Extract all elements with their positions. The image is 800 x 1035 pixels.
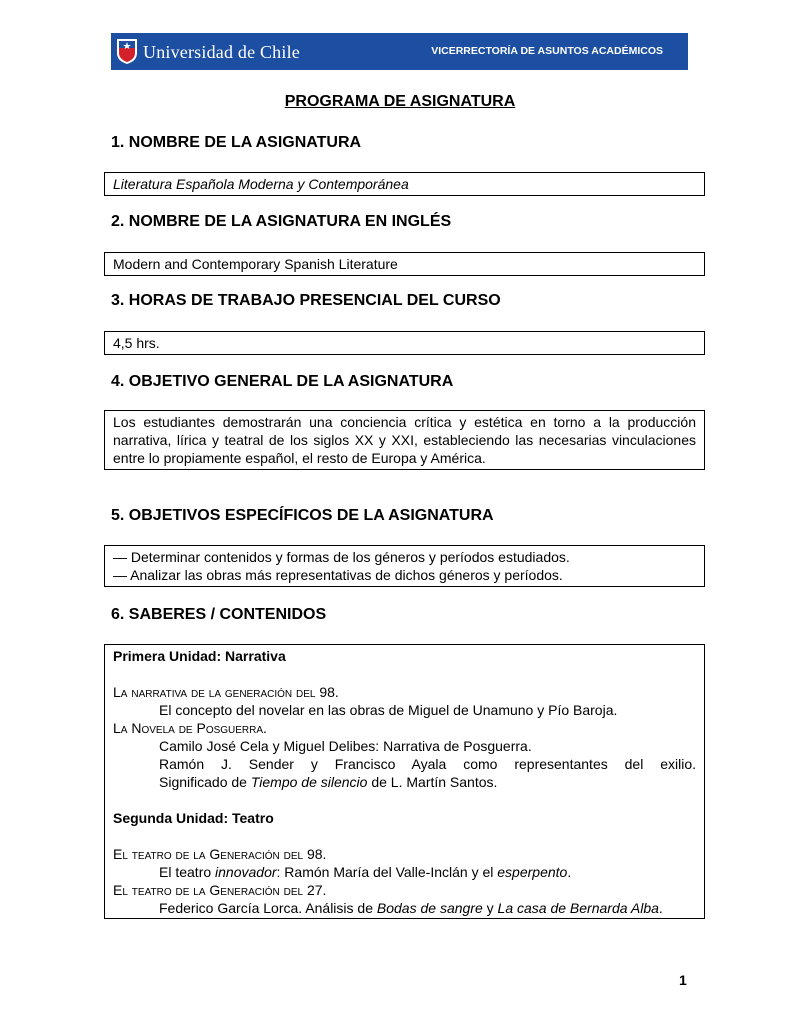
- book-title: La casa de Bernarda Alba: [497, 900, 659, 916]
- section-4-heading: 4. OBJETIVO GENERAL DE LA ASIGNATURA: [111, 373, 454, 390]
- page-title: PROGRAMA DE ASIGNATURA: [284, 93, 516, 110]
- contents-box: [104, 644, 705, 919]
- section-3-heading: 3. HORAS DE TRABAJO PRESENCIAL DEL CURSO: [111, 292, 501, 309]
- course-name-english-value: Modern and Contemporary Spanish Literature: [113, 256, 398, 272]
- section-5-heading: 5. OBJETIVOS ESPECÍFICOS DE LA ASIGNATURA: [111, 507, 494, 524]
- course-name-box: [104, 172, 705, 196]
- course-name-english-box: [104, 252, 705, 276]
- hours-value: 4,5 hrs.: [113, 335, 160, 351]
- unit-2-title: Segunda Unidad: Teatro: [113, 810, 274, 826]
- specific-objective-item: — Determinar contenidos y formas de los géneros y períodos estudiados.: [113, 549, 570, 565]
- section-2-heading: 2. NOMBRE DE LA ASIGNATURA EN INGLÉS: [111, 213, 452, 230]
- header-banner: [111, 33, 688, 70]
- page-number: 1: [679, 972, 687, 988]
- content-line: Camilo José Cela y Miguel Delibes: Narrativa de Posguerra.: [159, 738, 532, 754]
- specific-objective-item: — Analizar las obras más representativas de dichos géneros y períodos.: [113, 567, 563, 583]
- content-line: Ramón J. Sender y Francisco Ayala como representantes del exilio.: [159, 756, 696, 772]
- section-1-heading: 1. NOMBRE DE LA ASIGNATURA: [111, 134, 362, 151]
- unit-2-subheading: El teatro de la Generación del 98.: [113, 846, 327, 862]
- university-crest-icon: [116, 38, 138, 65]
- section-6-heading: 6. SABERES / CONTENIDOS: [111, 606, 327, 623]
- university-name: Universidad de Chile: [143, 42, 300, 62]
- unit-1-title: Primera Unidad: Narrativa: [113, 648, 286, 664]
- general-objective-text: Los estudiantes demostrarán una conciencia crítica y estética en torno a la producción narrativa, lírica y teatral de los siglos XX y XXI, estableciendo las necesarias vinculaciones entre lo propiamente español, el resto de Europa y América.: [113, 414, 696, 466]
- unit-1-subheading: La narrativa de la generación del 98.: [113, 684, 339, 700]
- general-objective-box: [104, 410, 705, 470]
- hours-box: [104, 331, 705, 355]
- book-title: Tiempo de silencio: [250, 774, 368, 790]
- unit-1-subheading: La Novela de Posguerra.: [113, 720, 267, 736]
- content-line: El teatro innovador: Ramón María del Valle-Inclán y el esperpento.: [159, 864, 572, 880]
- content-line: Federico García Lorca. Análisis de Bodas de sangre y La casa de Bernarda Alba.: [159, 900, 663, 916]
- book-title: Bodas de sangre: [376, 900, 483, 916]
- course-name-value: Literatura Española Moderna y Contemporánea: [113, 176, 409, 192]
- vicerrectoria-label: VICERRECTORÍA DE ASUNTOS ACADÉMICOS: [431, 45, 663, 57]
- unit-2-subheading: El teatro de la Generación del 27.: [113, 882, 327, 898]
- specific-objectives-box: [104, 545, 705, 587]
- content-line: El concepto del novelar en las obras de Miguel de Unamuno y Pío Baroja.: [159, 702, 618, 718]
- content-line: Significado de Tiempo de silencio de L. Martín Santos.: [159, 774, 498, 790]
